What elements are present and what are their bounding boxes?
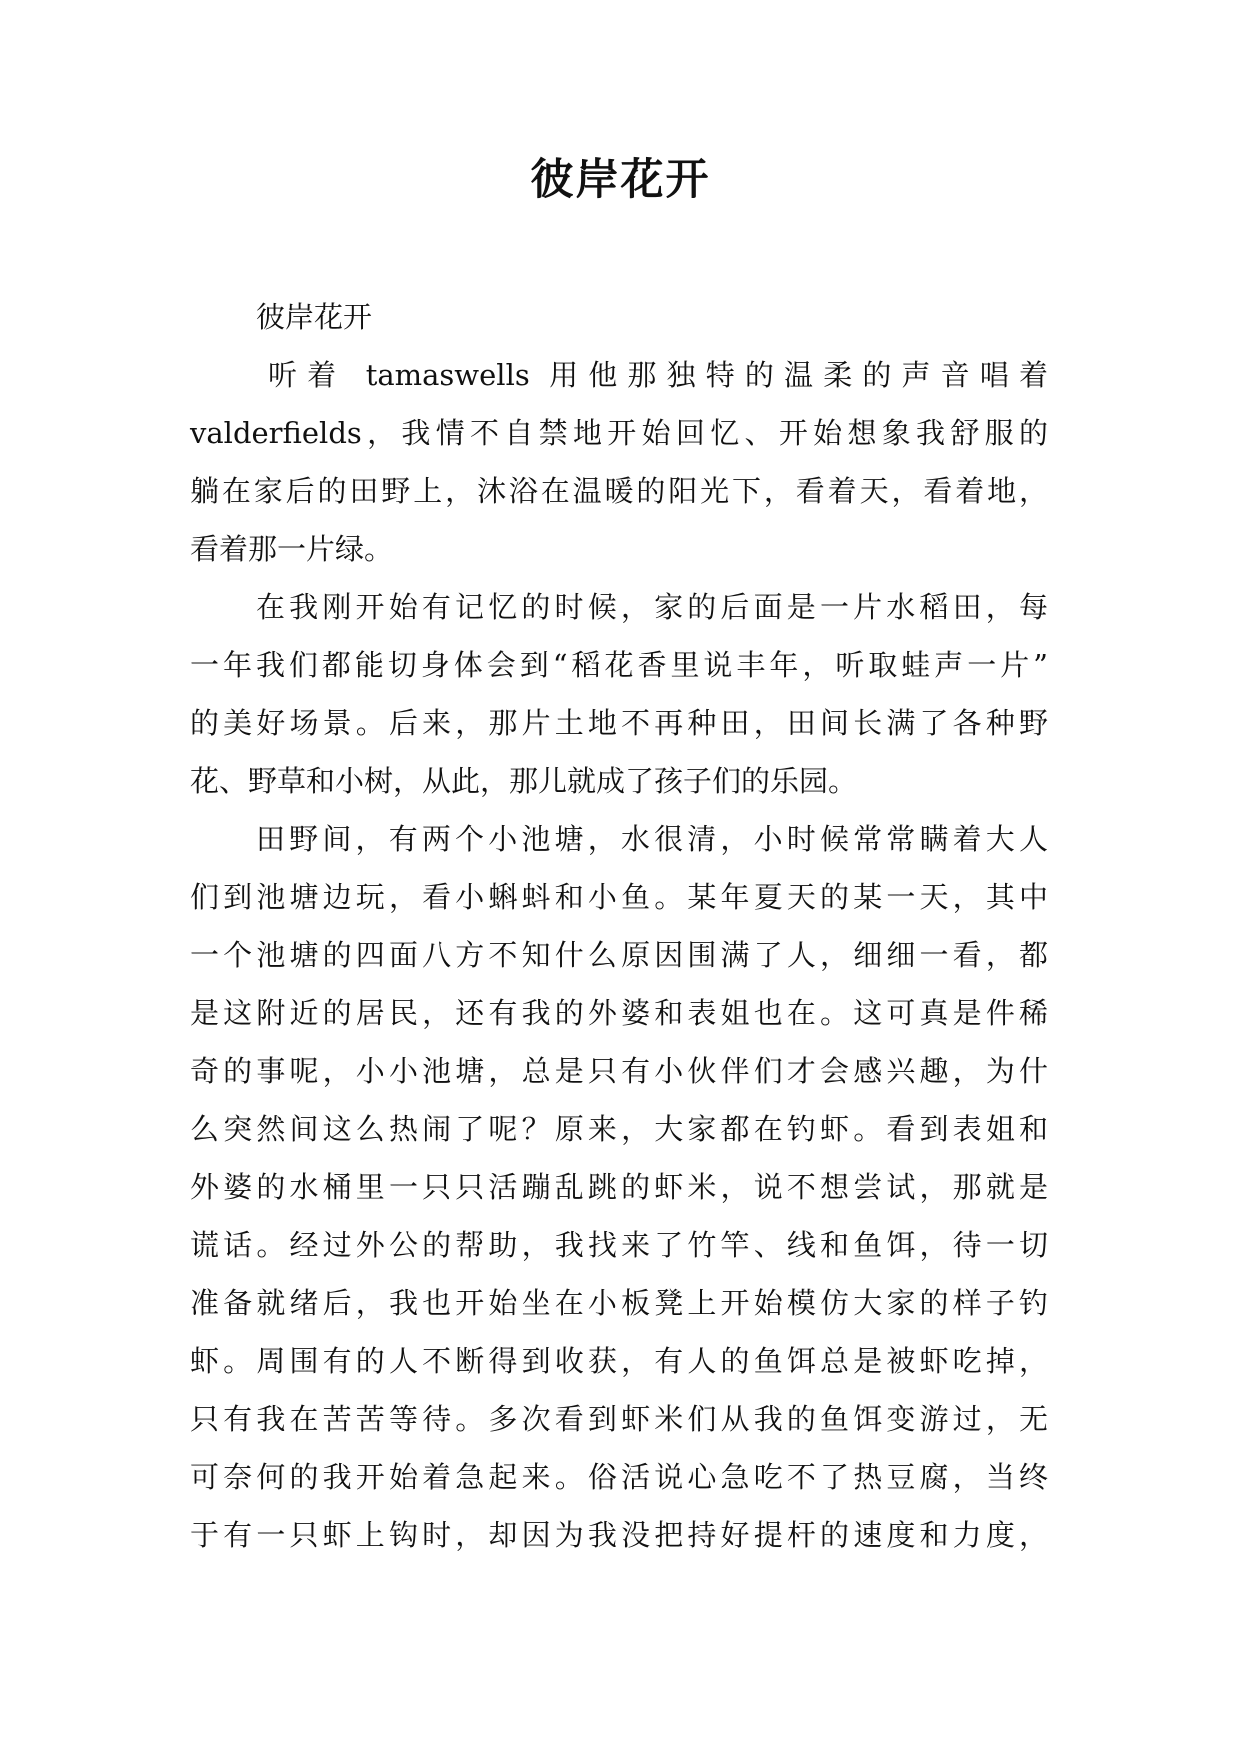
text-line: 躺在家后的田野上，沐浴在温暖的阳光下，看着天，看着地， <box>190 474 1048 508</box>
text-line: 花、野草和小树，从此，那儿就成了孩子们的乐园。 <box>190 764 858 798</box>
document-body <box>190 288 1048 1564</box>
text-line: 虾。周围有的人不断得到收获，有人的鱼饵总是被虾吃掉， <box>190 1344 1048 1378</box>
text-line: 奇的事呢，小小池塘，总是只有小伙伴们才会感兴趣，为什 <box>190 1054 1048 1088</box>
text-line: 于有一只虾上钩时，却因为我没把持好提杆的速度和力度， <box>190 1518 1048 1552</box>
text-line: 可奈何的我开始着急起来。俗活说心急吃不了热豆腐，当终 <box>190 1460 1048 1494</box>
text-line: 一年我们都能切身体会到“稻花香里说丰年，听取蛙声一片” <box>190 648 1048 682</box>
text-line: 准备就绪后，我也开始坐在小板凳上开始模仿大家的样子钓 <box>190 1286 1048 1320</box>
text-line: 的美好场景。后来，那片土地不再种田，田间长满了各种野 <box>190 706 1048 740</box>
text-line: 们到池塘边玩，看小蝌蚪和小鱼。某年夏天的某一天，其中 <box>190 880 1048 914</box>
text-line: 看着那一片绿。 <box>190 532 394 566</box>
text-line: 外婆的水桶里一只只活蹦乱跳的虾米，说不想尝试，那就是 <box>190 1170 1048 1204</box>
text-line: 在我刚开始有记忆的时候，家的后面是一片水稻田，每 <box>256 590 1048 624</box>
text-line: 是这附近的居民，还有我的外婆和表姐也在。这可真是件稀 <box>190 996 1048 1030</box>
text-line: 田野间，有两个小池塘，水很清，小时候常常瞒着大人 <box>256 822 1048 856</box>
document-title: 彼岸花开 <box>530 155 711 205</box>
text-line: 听着 tamaswells 用他那独特的温柔的声音唱着 <box>268 358 1048 392</box>
subtitle-line: 彼岸花开 <box>256 300 373 334</box>
text-line: 谎话。经过外公的帮助，我找来了竹竿、线和鱼饵，待一切 <box>190 1228 1048 1262</box>
text-line: 只有我在苦苦等待。多次看到虾米们从我的鱼饵变游过，无 <box>190 1402 1048 1436</box>
text-line: 一个池塘的四面八方不知什么原因围满了人，细细一看，都 <box>190 938 1048 972</box>
text-line: valderfields，我情不自禁地开始回忆、开始想象我舒服的 <box>190 416 1048 450</box>
text-line: 么突然间这么热闹了呢？原来，大家都在钓虾。看到表姐和 <box>190 1112 1048 1146</box>
